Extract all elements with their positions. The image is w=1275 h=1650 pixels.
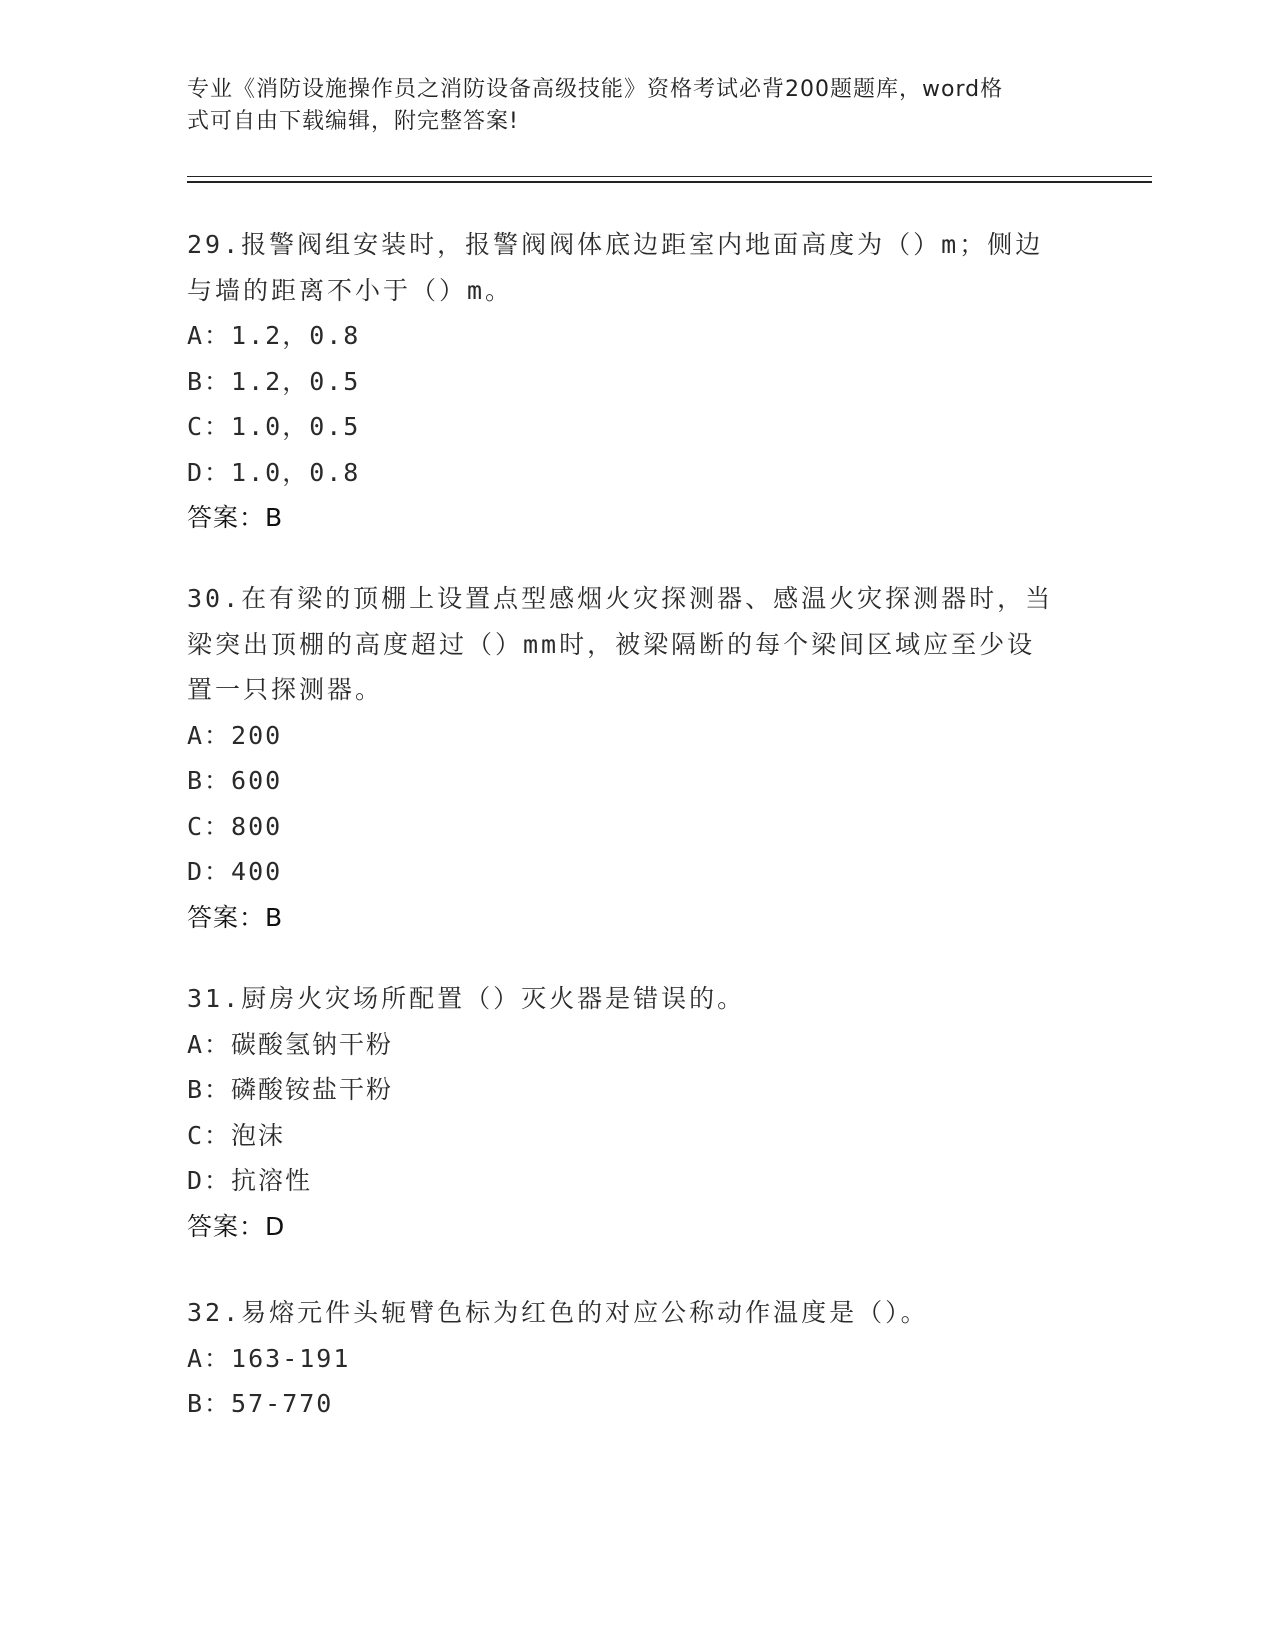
question-32 (187, 1290, 1087, 1427)
question-30 (187, 576, 1087, 940)
option-c: C：泡沫 (187, 1120, 286, 1150)
option-a: A：1.2，0.8 (187, 321, 361, 350)
option-a: A：碳酸氢钠干粉 (187, 1029, 394, 1059)
question-31 (187, 976, 1087, 1249)
option-d: D：1.0，0.8 (187, 457, 361, 487)
option-c: C：800 (187, 811, 283, 841)
option-c: C：1.0，0.5 (187, 412, 361, 441)
question-stem-line: 与墙的距离不小于（）m。 (187, 275, 514, 305)
answer-label: 答案：B (187, 902, 284, 932)
question-stem-line: 置一只探测器。 (187, 675, 384, 704)
option-b: B：1.2，0.5 (187, 366, 361, 396)
header-line-2: 式可自由下载编辑，附完整答案! (187, 109, 519, 134)
document-header (187, 74, 1067, 138)
question-stem-line: 梁突出顶棚的高度超过（）mm时，被梁隔断的每个梁间区域应至少设 (187, 629, 1036, 659)
header-line-1: 专业《消防设施操作员之消防设备高级技能》资格考试必背200题题库，word格 (187, 77, 1004, 102)
question-29 (187, 222, 1087, 541)
header-divider-thick (187, 181, 1152, 183)
option-b: B：600 (187, 766, 283, 795)
option-b: B：57-770 (187, 1389, 334, 1418)
answer-label: 答案：B (187, 503, 284, 532)
question-stem-line: 31.厨房火灾场所配置（）灭火器是错误的。 (187, 984, 746, 1013)
question-stem-line: 30.在有梁的顶棚上设置点型感烟火灾探测器、感温火灾探测器时，当 (187, 584, 1054, 613)
option-b: B：磷酸铵盐干粉 (187, 1075, 394, 1104)
option-d: D：400 (187, 857, 283, 886)
question-stem-line: 29.报警阀组安装时，报警阀阀体底边距室内地面高度为（）m；侧边 (187, 230, 1044, 259)
option-a: A：163-191 (187, 1343, 351, 1373)
option-d: D：抗溶性 (187, 1166, 313, 1195)
header-divider-thin (187, 176, 1152, 177)
question-stem-line: 32.易熔元件头轭臂色标为红色的对应公称动作温度是（）。 (187, 1298, 929, 1327)
answer-label: 答案：D (187, 1211, 286, 1241)
option-a: A：200 (187, 720, 283, 750)
